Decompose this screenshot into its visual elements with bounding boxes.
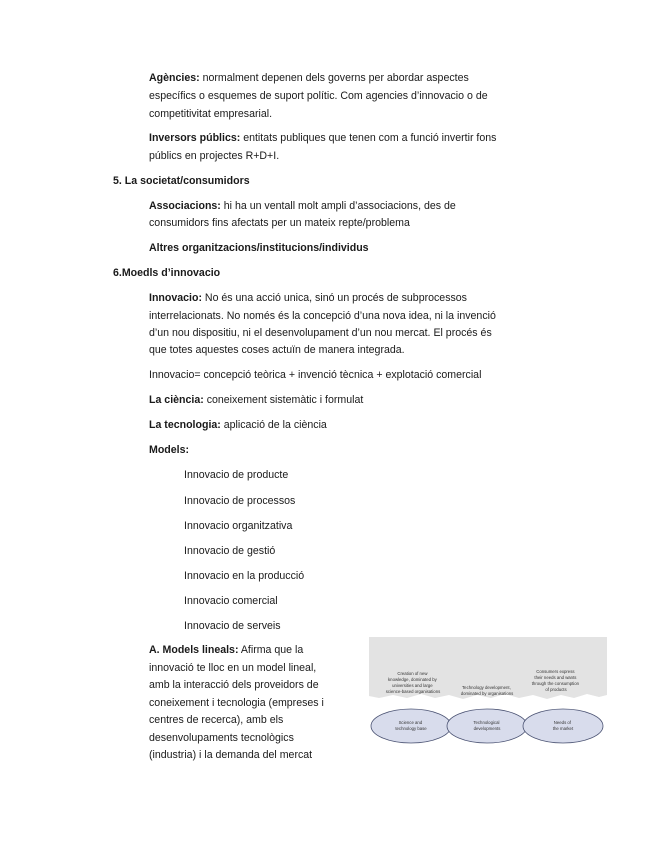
linear-models-line-3: amb la interacció dels proveidors de bbox=[149, 679, 319, 691]
agencies-line-1 bbox=[149, 71, 469, 85]
model-item: Innovacio organitzativa bbox=[184, 520, 293, 532]
figure-top-text-2: Technology development, dominated by organisations bbox=[460, 685, 514, 696]
linear-models-text: Afirma que la bbox=[238, 644, 304, 656]
model-item: Innovacio en la producció bbox=[184, 570, 305, 582]
models-heading: Models: bbox=[149, 444, 190, 456]
agencies-line-3: competitivitat empresarial. bbox=[149, 108, 273, 120]
technology-label: La tecnologia: bbox=[149, 419, 221, 431]
agencies-label: Agències: bbox=[149, 72, 200, 84]
model-item: Innovacio de gestió bbox=[184, 545, 276, 557]
circle-label-3: Needs of the market bbox=[552, 720, 574, 731]
associations-line-2: consumidors fins afectats per un mateix repte/problema bbox=[149, 217, 410, 229]
innovation-line-4: que totes aquestes coses actuïn de manera integrada. bbox=[149, 344, 405, 356]
linear-models-line-2: innovació te lloc en un model lineal, bbox=[149, 662, 317, 674]
model-item: Innovacio comercial bbox=[184, 595, 278, 607]
linear-models-line-5: centres de recerca), amb els bbox=[149, 714, 284, 726]
linear-models-line-6: desenvolupaments tecnològics bbox=[149, 732, 294, 744]
linear-model-diagram bbox=[369, 637, 607, 759]
innovation-label: Innovacio: bbox=[149, 292, 202, 304]
linear-models-line-4: coneixement i tecnologia (empreses i bbox=[149, 697, 324, 709]
model-item: Innovacio de producte bbox=[184, 469, 289, 481]
innovation-line-2: interrelacionats. No només és la concepció d’una nova idea, ni la invenció bbox=[149, 310, 496, 322]
associations-label: Associacions: bbox=[149, 200, 221, 212]
figure-top-text-1: Creation of new knowledge, dominated by universities and large science-based organisations bbox=[385, 671, 441, 694]
technology-text: aplicació de la ciència bbox=[220, 419, 327, 431]
agencies-text: normalment depenen dels governs per abordar aspectes bbox=[199, 72, 469, 84]
linear-models-line-7: (industria) i la demanda del mercat bbox=[149, 749, 313, 761]
section-5-heading: 5. La societat/consumidors bbox=[113, 175, 250, 187]
figure-top-text-3: Consumers express their needs and wants through the consumption of products bbox=[531, 669, 580, 692]
public-investors-line-1 bbox=[149, 131, 496, 145]
model-item: Innovacio de serveis bbox=[184, 620, 281, 632]
public-investors-line-2: públics en projectes R+D+I. bbox=[149, 150, 280, 162]
technology-definition bbox=[149, 418, 327, 432]
model-item: Innovacio de processos bbox=[184, 495, 296, 507]
associations-line-1 bbox=[149, 199, 456, 213]
science-definition bbox=[149, 393, 363, 407]
agencies-line-2: específics o esquemes de suport polític. Com agencies d’innovacio o de bbox=[149, 90, 488, 102]
public-investors-label: Inversors públics: bbox=[149, 132, 241, 144]
circle-label-1: Science and technology base bbox=[395, 720, 427, 731]
linear-model-figure bbox=[369, 637, 607, 759]
other-organizations-heading: Altres organitzacions/institucions/individus bbox=[149, 242, 369, 254]
public-investors-text: entitats publiques que tenen com a funció invertir fons bbox=[240, 132, 497, 144]
associations-text: hi ha un ventall molt ampli d’associacions, des de bbox=[220, 200, 456, 212]
science-label: La ciència: bbox=[149, 394, 204, 406]
linear-models-label: A. Models lineals: bbox=[149, 644, 239, 656]
science-text: coneixement sistemàtic i formulat bbox=[203, 394, 364, 406]
innovation-text: No és una acció unica, sinó un procés de subprocessos bbox=[201, 292, 467, 304]
innovation-line-3: d’un nou dispositiu, ni el desenvolupament d’un nou mercat. El procés és bbox=[149, 327, 492, 339]
circle-label-2: Technological developments bbox=[473, 720, 501, 731]
section-6-heading: 6.Moedls d’innovacio bbox=[113, 267, 221, 279]
innovation-formula: Innovacio= concepció teòrica + invenció tècnica + explotació comercial bbox=[149, 369, 482, 381]
innovation-line-1 bbox=[149, 291, 467, 305]
linear-models-line-1 bbox=[149, 643, 303, 657]
